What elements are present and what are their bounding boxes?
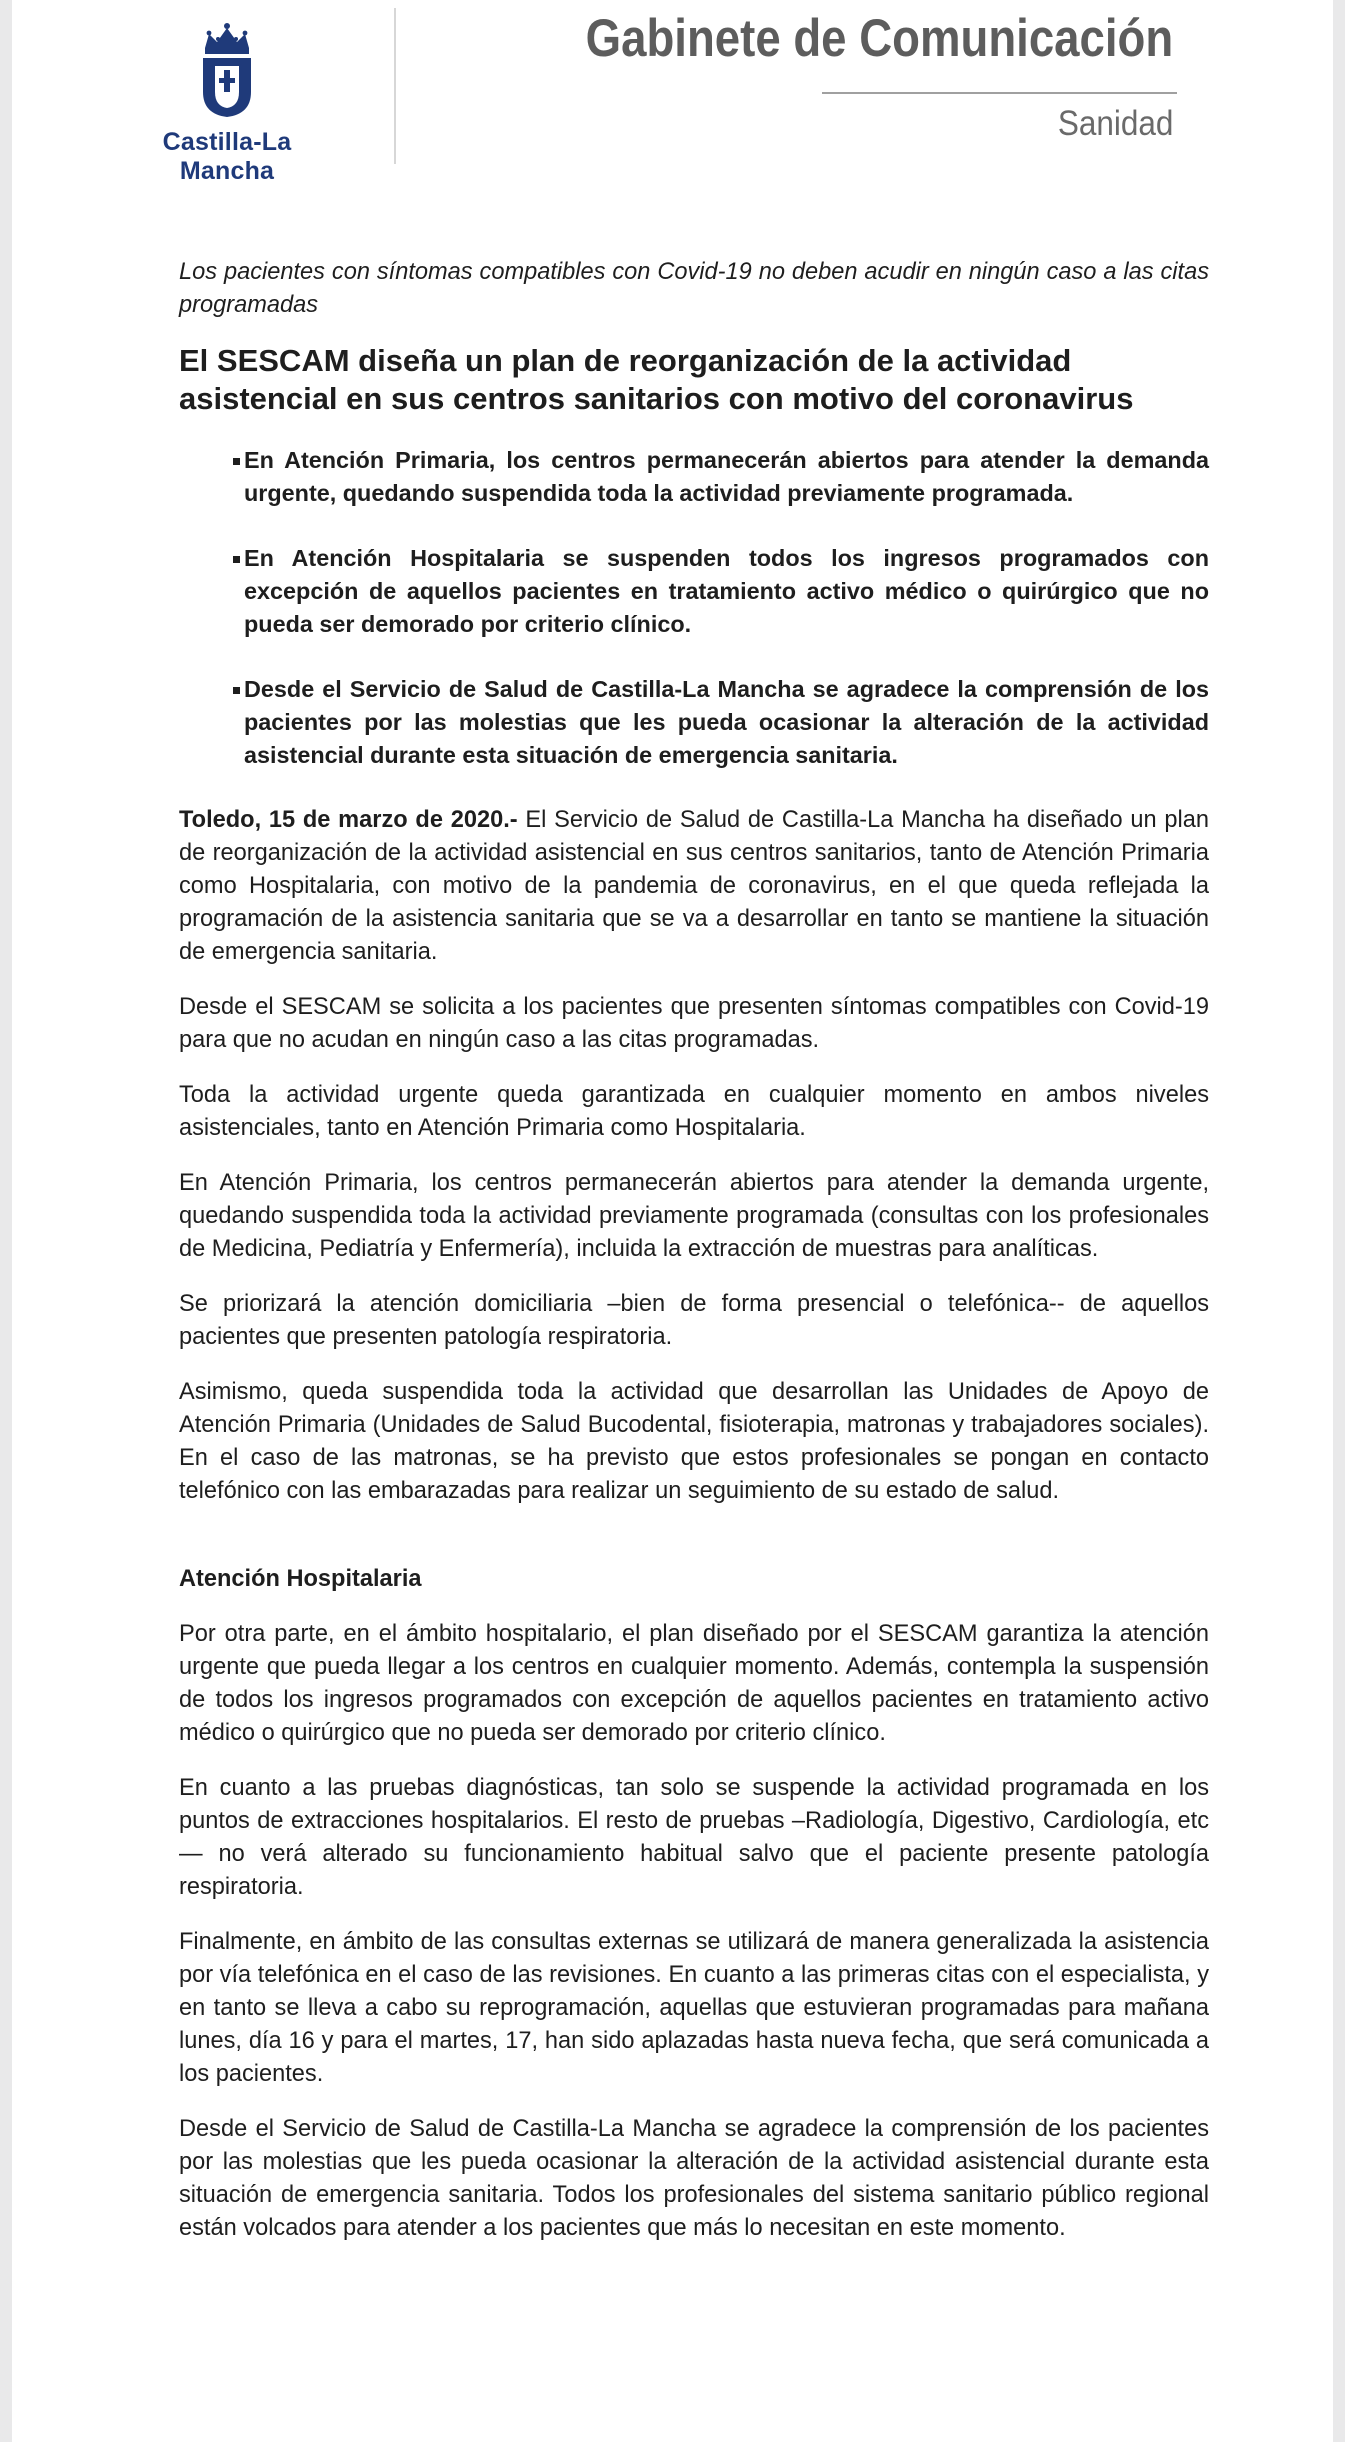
- square-bullet-icon: [233, 687, 240, 694]
- paragraph: Se priorizará la atención domiciliaria –bien de forma presencial o telefónica-- de aquellos pacientes que presenten patología respiratoria.: [179, 1291, 1209, 1350]
- document-page: [12, 0, 1333, 2442]
- paragraph-text: El Servicio de Salud de Castilla-La Mancha ha diseñado un plan de reorganización de la actividad asistencial en sus centros sanitarios, tanto de Atención Primaria como Hospitalaria, con motivo de la pandemia de coronavirus, en el que queda reflejada la programación de la asistencia sanitaria que se va a desarrollar en tanto se mantiene la situación de emergencia sanitaria.: [179, 807, 1209, 965]
- header-title: Gabinete de Comunicación: [585, 9, 1173, 68]
- square-bullet-icon: [233, 556, 240, 563]
- paragraph: Finalmente, en ámbito de las consultas externas se utilizará de manera generalizada la asistencia por vía telefónica en el caso de las revisiones. En cuanto a las primeras citas con el especialista, y en tanto se lleva a cabo su reprogramación, aquellas que estuvieran programadas para mañana lunes, día 16 y para el martes, 17, han sido aplazadas hasta nueva fecha, que será comunicada a los pacientes.: [179, 1929, 1209, 2087]
- coat-of-arms-icon: [197, 22, 257, 118]
- dateline: Toledo, 15 de marzo de 2020.-: [179, 807, 518, 833]
- list-item: [179, 673, 1209, 772]
- paragraph: [179, 804, 1209, 969]
- paragraph: En Atención Primaria, los centros permanecerán abiertos para atender la demanda urgente, quedando suspendida toda la actividad previamente programada (consultas con los profesionales de Medicina, Pediatría y Enfermería), incluida la extracción de muestras para analíticas.: [179, 1170, 1209, 1262]
- list-item-text: En Atención Hospitalaria se suspenden todos los ingresos programados con excepción de aquellos pacientes en tratamiento activo médico o quirúrgico que no pueda ser demorado por criterio clínico.: [244, 545, 1209, 637]
- press-release-body: [179, 256, 1209, 2245]
- header-rule: [822, 92, 1177, 94]
- list-item: [179, 444, 1209, 510]
- list-item: [179, 542, 1209, 641]
- kicker: Los pacientes con síntomas compatibles con Covid-19 no deben acudir en ningún caso a las citas programadas: [179, 259, 1209, 318]
- header-subtitle: Sanidad: [1057, 104, 1173, 143]
- headline: El SESCAM diseña un plan de reorganización de la actividad asistencial en sus centros sanitarios con motivo del coronavirus: [179, 343, 1134, 416]
- logo-text: Castilla-La Mancha: [162, 128, 292, 185]
- list-item-text: En Atención Primaria, los centros permanecerán abiertos para atender la demanda urgente, quedando suspendida toda la actividad previamente programada.: [244, 447, 1209, 506]
- paragraph: En cuanto a las pruebas diagnósticas, tan solo se suspende la actividad programada en los puntos de extracciones hospitalarios. El resto de pruebas –Radiología, Digestivo, Cardiología, etc— no verá alterado su funcionamiento habitual salvo que el paciente presente patología respiratoria.: [179, 1775, 1209, 1900]
- header-divider: [394, 8, 396, 164]
- section-heading: Atención Hospitalaria: [179, 1566, 422, 1592]
- square-bullet-icon: [233, 458, 240, 465]
- paragraph: Desde el Servicio de Salud de Castilla-La Mancha se agradece la comprensión de los pacientes por las molestias que les pueda ocasionar la alteración de la actividad asistencial durante esta situación de emergencia sanitaria. Todos los profesionales del sistema sanitario público regional están volcados para atender a los pacientes que más lo necesitan en este momento.: [179, 2116, 1209, 2241]
- paragraph: Asimismo, queda suspendida toda la actividad que desarrollan las Unidades de Apoyo de Atención Primaria (Unidades de Salud Bucodental, fisioterapia, matronas y trabajadores sociales). En el caso de las matronas, se ha previsto que estos profesionales se pongan en contacto telefónico con las embarazadas para realizar un seguimiento de su estado de salud.: [179, 1379, 1209, 1504]
- paragraph: Por otra parte, en el ámbito hospitalario, el plan diseñado por el SESCAM garantiza la atención urgente que pueda llegar a los centros en cualquier momento. Además, contempla la suspensión de todos los ingresos programados con excepción de aquellos pacientes en tratamiento activo médico o quirúrgico que no pueda ser demorado por criterio clínico.: [179, 1621, 1209, 1746]
- list-item-text: Desde el Servicio de Salud de Castilla-La Mancha se agradece la comprensión de los pacientes por las molestias que les pueda ocasionar la alteración de la actividad asistencial durante esta situación de emergencia sanitaria.: [244, 676, 1209, 768]
- paragraph: Desde el SESCAM se solicita a los pacientes que presenten síntomas compatibles con Covid-19 para que no acudan en ningún caso a las citas programadas.: [179, 994, 1209, 1053]
- paragraph: Toda la actividad urgente queda garantizada en cualquier momento en ambos niveles asistenciales, tanto en Atención Primaria como Hospitalaria.: [179, 1082, 1209, 1141]
- logo: [117, 22, 337, 186]
- highlights-list: [179, 444, 1209, 772]
